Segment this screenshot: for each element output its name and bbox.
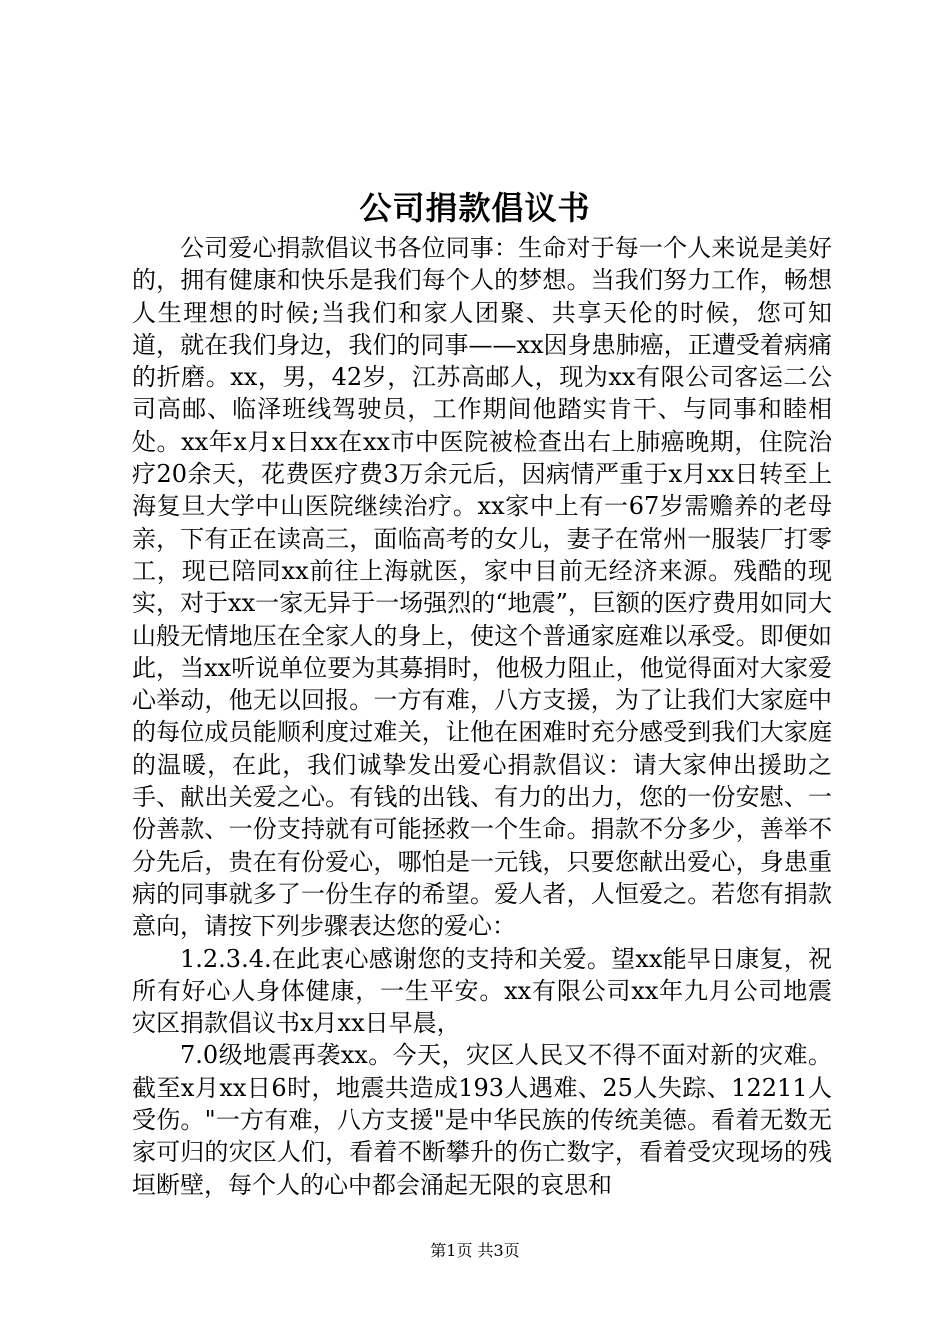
document-title: 公司捐款倡议书 [359,189,591,227]
paragraph-appeal: 公司爱心捐款倡议书各位同事：生命对于每一个人来说是美好的，拥有健康和快乐是我们每个人的梦想。当我们努力工作，畅想人生理想的时候;当我们和家人团聚、共享天伦的时候，您可知道，就在我们身边，我们的同事——xx因身患肺癌，正遭受着病痛的折磨。xx，男，42岁，江苏高邮人，现为xx有限公司客运二公司高邮、临泽班线驾驶员，工作期间他踏实肯干、与同事和睦相处。xx年x月x日xx在xx市中医院被检查出右上肺癌晚期，住院治疗20余天，花费医疗费3万余元后，因病情严重于x月xx日转至上海复旦大学中山医院继续治疗。xx家中上有一67岁需赡养的老母亲，下有正在读高三，面临高考的女儿，妻子在常州一服装厂打零工，现已陪同xx前往上海就医，家中目前无经济来源。残酷的现实，对于xx一家无异于一场强烈的“地震”，巨额的医疗费用如同大山般无情地压在全家人的身上，使这个普通家庭难以承受。即便如此，当xx听说单位要为其募捐时，他极力阻止，他觉得面对大家爱心举动，他无以回报。一方有难，八方支援，为了让我们大家庭中的每位成员能顺利度过难关，让他在困难时充分感受到我们大家庭的温暖，在此，我们诚挚发出爱心捐款倡议：请大家伸出援助之手、献出关爱之心。有钱的出钱、有力的出力，您的一份安慰、一份善款、一份支持就有可能拯救一个生命。捐款不分多少，善举不分先后，贵在有份爱心，哪怕是一元钱，只要您献出爱心，身患重病的同事就多了一份生存的希望。爱人者，人恒爱之。若您有捐款意向，请按下列步骤表达您的爱心： [132,234,832,941]
page-footer: 第1页 共3页 [430,1241,520,1260]
document-body [132,232,832,1201]
paragraph-thanks: 1.2.3.4.在此衷心感谢您的支持和关爱。望xx能早日康复，祝所有好心人身体健康，一生平安。xx有限公司xx年九月公司地震灾区捐款倡议书x月xx日早晨， [132,944,832,1038]
paragraph-earthquake: 7.0级地震再袭xx。今天，灾区人民又不得不面对新的灾难。截至x月xx日6时，地震共造成193人遇难、25人失踪、12211人受伤。"一方有难，八方支援"是中华民族的传统美德。看着无数无家可归的灾区人们，看着不断攀升的伤亡数字，看着受灾现场的残垣断壁，每个人的心中都会涌起无限的哀思和 [132,1041,832,1199]
